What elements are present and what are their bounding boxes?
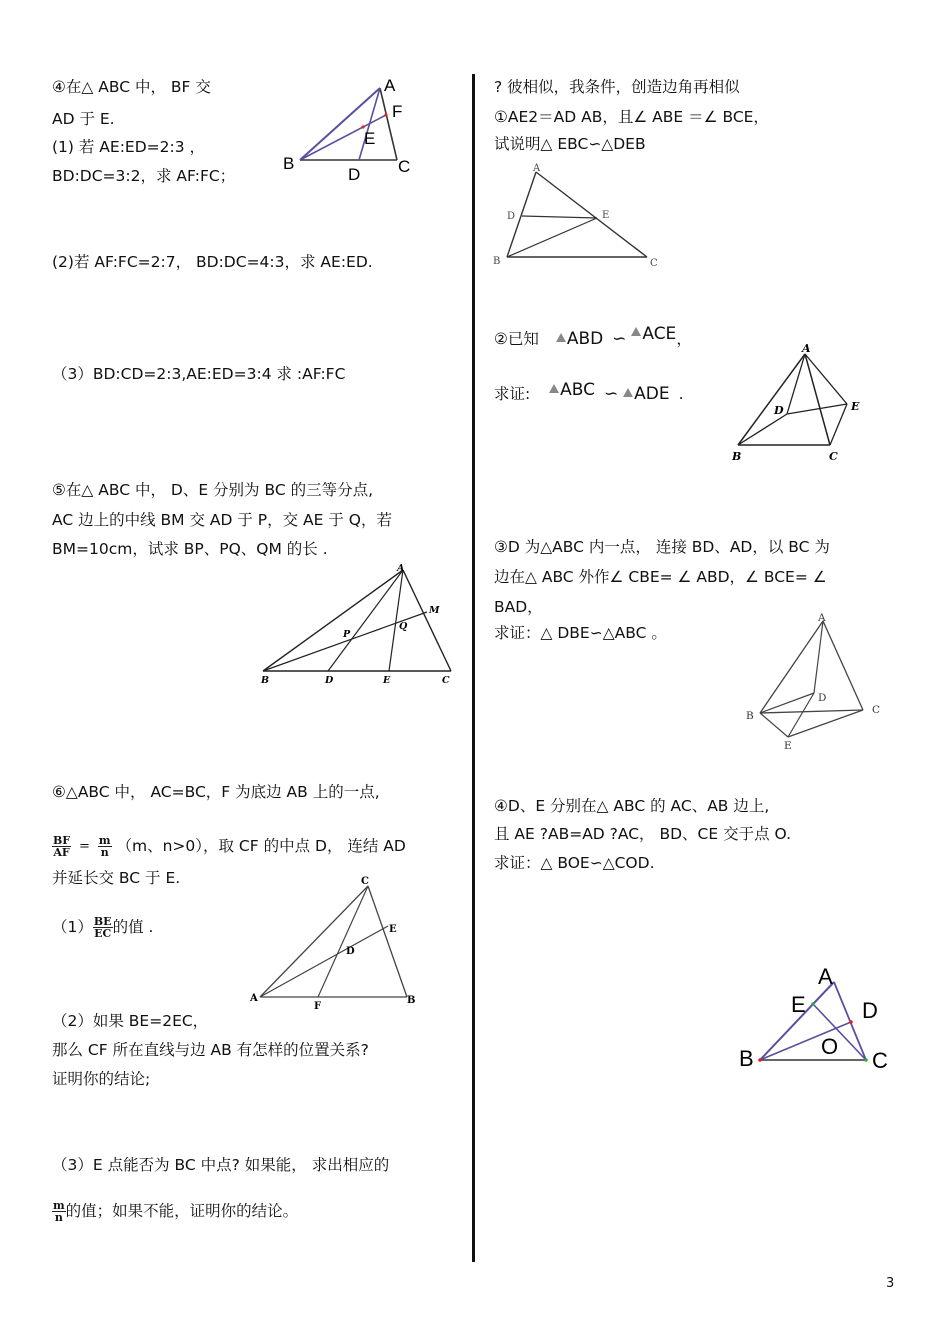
p4-question2: (2)若 AF:FC=2:7， BD:DC=4:3，求 AE:ED. <box>52 253 373 271</box>
r4-label-e: E <box>791 992 806 1017</box>
fraction-m-n: $\frac{m}{n}$ <box>98 834 111 859</box>
triangle-symbol-icon <box>556 333 566 342</box>
p4-label-d: D <box>348 165 361 184</box>
p5-label-c: C <box>442 675 450 686</box>
p6-line1: ⑥△ABC 中， AC=BC，F 为底边 AB 上的一点, <box>52 783 380 801</box>
r3-line4: 求证：△ DBE∽△ABC 。 <box>494 624 667 642</box>
triangle-symbol-icon <box>549 384 559 393</box>
r2-label-d: D <box>774 404 784 417</box>
r1-heading: ? 彼相似，我条件，创造边角再相似 <box>494 78 740 96</box>
p6-line2-text: （m、n>0），取 CF 的中点 D， 连结 AD <box>116 837 406 855</box>
r3-label-c: C <box>872 704 881 716</box>
r3-label-a: A <box>818 612 826 624</box>
r2-label-b: B <box>732 450 742 463</box>
r3-label-b: B <box>746 710 754 722</box>
r1-triangle-figure <box>490 160 670 272</box>
p5-line1: ⑤在△ ABC 中， D、E 分别为 BC 的三等分点, <box>52 481 374 499</box>
r2-label-a: A <box>802 342 811 355</box>
p6-triangle-figure <box>245 868 425 1013</box>
r4-label-o: O <box>821 1034 839 1059</box>
p4-line1: ④在△ ABC 中， BF 交 <box>52 78 211 96</box>
r1-label-b: B <box>493 256 501 267</box>
r2-line1: ②已知 ABD ∽ ACE， <box>494 324 692 349</box>
r2-label-c: C <box>829 450 838 463</box>
p6-question2a: （2）如果 BE=2EC， <box>52 1012 209 1030</box>
p6-question3b: $\frac{m}{n}$ 的值；如果不能，证明你的结论。 <box>53 1199 299 1224</box>
r4-label-c: C <box>872 1048 888 1073</box>
p4-line4: BD:DC=3:2，求 AF:FC； <box>52 167 236 185</box>
r3-line1: ③D 为△ABC 内一点， 连接 BD、AD，以 BC 为 <box>494 538 830 556</box>
r3-label-e: E <box>784 740 792 752</box>
p5-label-a: A <box>397 563 405 574</box>
p6-line2: $\frac{BF}{AF}$ = $\frac{m}{n}$ （m、n>0），取 CF 的中点 D， 连结 AD <box>53 834 406 859</box>
r3-line3: BAD， <box>494 598 543 616</box>
r4-label-a: A <box>818 964 833 989</box>
p5-label-d: D <box>325 675 334 686</box>
p4-triangle-figure <box>280 74 430 184</box>
p6-label-d: D <box>346 946 355 957</box>
r4-line3: 求证：△ BOE∽△COD. <box>494 854 655 872</box>
p4-line3: (1) 若 AE:ED=2:3 ， <box>52 138 206 156</box>
p4-line2: AD 于 E. <box>52 110 115 128</box>
fraction-be-ec: $\frac{BE}{EC}$ <box>93 915 112 940</box>
fraction-m-over-n: $\frac{m}{n}$ <box>53 1199 65 1224</box>
p4-label-f: F <box>392 102 403 121</box>
p4-label-b: B <box>283 154 295 173</box>
p5-label-m: M <box>429 605 440 616</box>
r1-line2: 试说明△ EBC∽△DEB <box>494 135 646 153</box>
r1-label-e: E <box>602 210 610 221</box>
p5-line2: AC 边上的中线 BM 交 AD 于 P，交 AE 于 Q，若 <box>52 511 392 529</box>
r2-label-e: E <box>851 400 860 413</box>
triangle-symbol-icon <box>623 388 633 397</box>
r1-label-d: D <box>507 211 516 222</box>
fraction-bf-af: $\frac{BF}{AF}$ <box>53 834 71 859</box>
p4-label-e: E <box>364 129 376 148</box>
p6-label-e: E <box>389 924 397 935</box>
r2-figure <box>725 340 875 465</box>
p6-question2b: 那么 CF 所在直线与边 AB 有怎样的位置关系? <box>52 1041 369 1059</box>
p6-question3a: （3）E 点能否为 BC 中点? 如果能， 求出相应的 <box>52 1156 390 1174</box>
p5-label-b: B <box>261 675 270 686</box>
p5-line3: BM=10cm，试求 BP、PQ、QM 的长 . <box>52 540 328 558</box>
triangle-symbol-icon <box>631 327 641 336</box>
p6-question2c: 证明你的结论; <box>52 1070 151 1088</box>
r1-label-c: C <box>650 258 658 269</box>
p5-triangle-figure <box>255 562 460 687</box>
p5-label-p: P <box>343 629 351 640</box>
r3-label-d: D <box>818 692 827 704</box>
p5-label-e: E <box>383 675 391 686</box>
p6-label-b: B <box>407 995 416 1006</box>
p4-question3: （3）BD:CD=2:3,AE:ED=3:4 求 :AF:FC <box>52 365 346 383</box>
r2-line2: 求证: ABC ∽ ADE . <box>494 380 684 404</box>
p6-label-a: A <box>250 993 258 1004</box>
p5-label-q: Q <box>399 621 408 632</box>
p6-label-f: F <box>314 1001 322 1012</box>
r1-line1: ①AE2＝AD AB，且∠ ABE ＝∠ BCE， <box>494 108 769 126</box>
r3-line2: 边在△ ABC 外作∠ CBE= ∠ ABD，∠ BCE= ∠ <box>494 568 827 586</box>
page-number: 3 <box>886 1276 895 1291</box>
r4-line2: 且 AE ?AB=AD ?AC， BD、CE 交于点 O. <box>494 825 792 843</box>
r4-triangle-figure <box>735 960 900 1075</box>
r3-figure <box>738 605 898 755</box>
r4-label-d: D <box>862 998 878 1023</box>
r4-label-b: B <box>739 1046 754 1071</box>
p6-question1: （1） $\frac{BE}{EC}$ 的值 . <box>52 915 154 940</box>
p6-line3: 并延长交 BC 于 E. <box>52 869 181 887</box>
r1-label-a: A <box>533 163 541 174</box>
p4-label-a: A <box>384 76 396 95</box>
column-divider <box>472 74 475 1262</box>
p6-label-c: C <box>361 876 369 887</box>
p4-label-c: C <box>398 157 411 176</box>
r4-line1: ④D、E 分别在△ ABC 的 AC、AB 边上, <box>494 797 770 815</box>
